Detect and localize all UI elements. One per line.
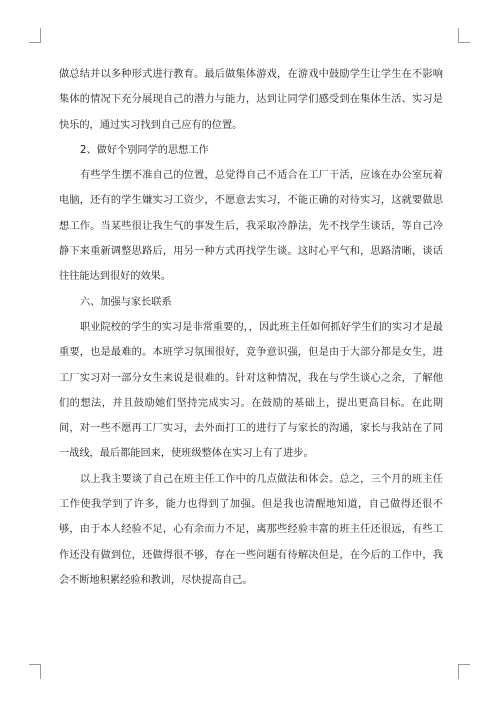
crop-mark-top-left (29, 28, 41, 43)
crop-mark-bottom-left (29, 664, 41, 679)
paragraph-summary: 以上我主要谈了自己在班主任工作中的几点做法和体会。总之，三个月的班主任工作使我学到了许多，能力也得到了加强。但是我也清醒地知道，自己做得还很不够，由于本人经验不足，心有余而力不足，离那些经验丰富的班主任还很远，有些工作还没有做到位，还做得很不够，存在一些问题有待解决但是，在今后的工作中，我会不断地积累经验和教训，尽快提高自己。 (59, 473, 443, 586)
paragraph-group-activity: 做总结并以多种形式进行教育。最后做集体游戏，在游戏中鼓励学生让学生在不影响集体的情况下充分展现自己的潜力与能力，达到让同学们感受到在集体生活、实习是快乐的，通过实习找到自己应有的位置。 (59, 69, 443, 131)
section-heading-ideological-work: 2、做好个别同学的思想工作 (80, 144, 209, 156)
crop-mark-bottom-right (458, 664, 470, 679)
document-body (59, 62, 443, 593)
paragraph-parent-contact: 职业院校的学生的实习是非常重要的，，因此班主任如何抓好学生们的实习才是最重要，也是最难的。本班学习氛围很好，竞争意识强，但是由于大部分都是女生，进工厂实习对一部分女生来说是很难的。针对这种情况，我在与学生谈心之余，了解他们的想法，并且鼓励她们坚持完成实习。在鼓励的基础上，提出更高目标。在此期间，对一些不愿再工厂实习，去外面打工的进行了与家长的沟通，家长与我站在了同一战线，最后都能回来，使班级整体在实习上有了进步。 (59, 321, 443, 460)
crop-mark-top-right (458, 28, 470, 43)
paragraph-ideological-work: 有些学生摆不准自己的位置，总觉得自己不适合在工厂干活，应该在办公室玩着电脑，还有的学生嫌实习工资少，不愿意去实习，不能正确的对待实习，这就要做思想工作。当某些很让我生气的事发生后，我采取冷静法，先不找学生谈话，等自己冷静下来重新调整思路后，用另一种方式再找学生谈。这时心平气和，思路清晰，谈话往往能达到很好的效果。 (59, 170, 443, 283)
section-heading-parent-contact: 六、加强与家长联系 (80, 296, 172, 308)
